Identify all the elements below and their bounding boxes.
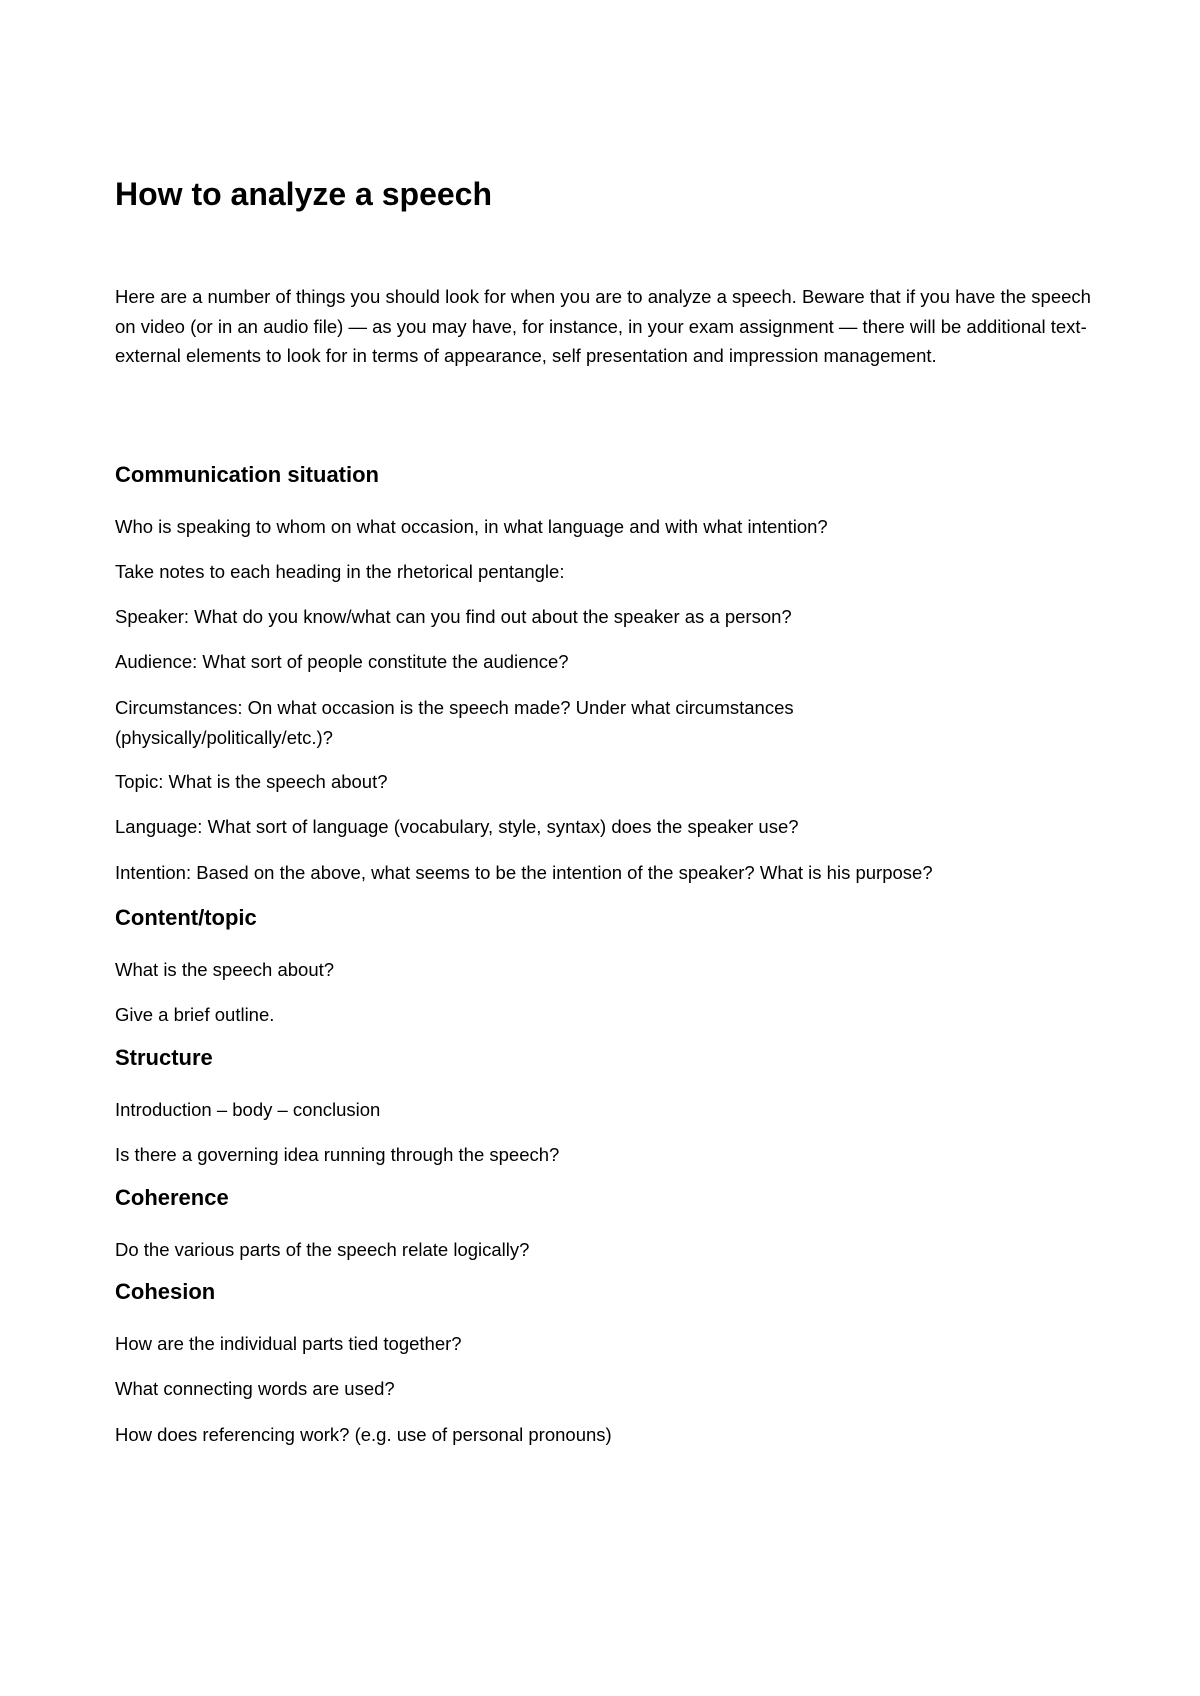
paragraph: What is the speech about? — [115, 959, 335, 980]
paragraph: What connecting words are used? — [115, 1378, 395, 1399]
paragraph: Topic: What is the speech about? — [115, 771, 388, 792]
section-heading-coherence: Coherence — [115, 1185, 229, 1210]
paragraph: Who is speaking to whom on what occasion, in what language and with what intention? — [115, 516, 828, 537]
section-heading-cohesion: Cohesion — [115, 1279, 216, 1304]
section-heading-communication-situation: Communication situation — [115, 462, 379, 487]
paragraph: Intention: Based on the above, what seems to be the intention of the speaker? What is his purpose? — [115, 862, 933, 883]
paragraph: Speaker: What do you know/what can you find out about the speaker as a person? — [115, 606, 792, 627]
section-heading-structure: Structure — [115, 1045, 213, 1070]
paragraph: Language: What sort of language (vocabulary, style, syntax) does the speaker use? — [115, 816, 799, 837]
intro-paragraph: Here are a number of things you should look for when you are to analyze a speech. Beware that if you have the speech on video (or in an audio file) — as you may have, for instance, in your exam assignment — there will be additional text-external elements to look for in terms of appearance, self presentation and impression management. — [115, 286, 1091, 366]
page-title: How to analyze a speech — [115, 176, 493, 212]
paragraph: Give a brief outline. — [115, 1004, 275, 1025]
paragraph: Circumstances: On what occasion is the speech made? Under what circumstances (physically/politically/etc.)? — [115, 697, 794, 748]
paragraph: Introduction – body – conclusion — [115, 1099, 381, 1120]
paragraph: Is there a governing idea running through the speech? — [115, 1144, 560, 1165]
paragraph: Do the various parts of the speech relate logically? — [115, 1239, 530, 1260]
section-heading-content-topic: Content/topic — [115, 905, 257, 930]
paragraph: How does referencing work? (e.g. use of personal pronouns) — [115, 1424, 612, 1445]
paragraph: Take notes to each heading in the rhetorical pentangle: — [115, 561, 565, 582]
paragraph: How are the individual parts tied together? — [115, 1333, 462, 1354]
paragraph: Audience: What sort of people constitute the audience? — [115, 651, 569, 672]
